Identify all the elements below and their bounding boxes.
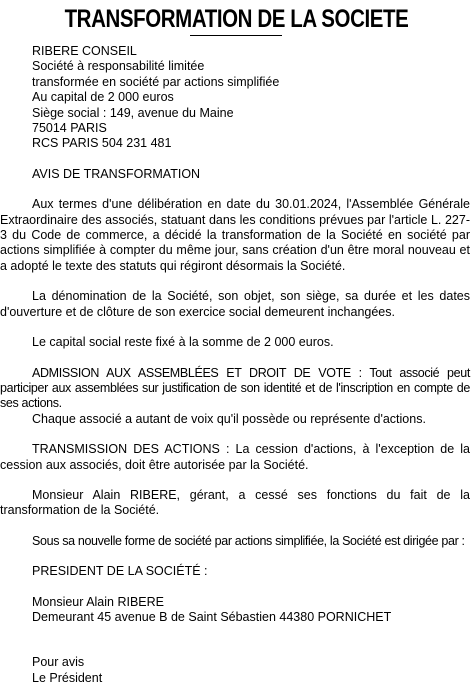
president-heading: PRESIDENT DE LA SOCIÉTÉ : xyxy=(32,564,208,579)
paragraph-deliberation xyxy=(0,197,473,274)
paragraph-text: Sous sa nouvelle forme de société par actions simplifiée, la Société est dirigée par : xyxy=(32,533,465,548)
company-city: 75014 PARIS xyxy=(32,121,107,136)
company-name: RIBERE CONSEIL xyxy=(32,44,137,58)
company-form: Société à responsabilité limitée xyxy=(32,59,205,74)
paragraph-text: Monsieur Alain RIBERE, gérant, a cessé ses fonctions du fait de la transformation de la Société. xyxy=(0,487,470,518)
company-rcs: RCS PARIS 504 231 481 xyxy=(32,136,172,151)
company-capital: Au capital de 2 000 euros xyxy=(32,90,174,105)
paragraph-admission xyxy=(0,366,473,412)
paragraph-text: Aux termes d'une délibération en date du 30.01.2024, l'Assemblée Générale Extraordinaire des associés, statuant dans les conditions prévues par l'article L. 227-3 du Code de commerce, a décidé la transformation de la Société en société par actions simplifiée à compter du même jour, sans création d'un être moral nouveau et a adopté le texte des statuts qui régiront désormais la Société. xyxy=(0,197,470,273)
closing-president: Le Président xyxy=(32,670,103,685)
notice-body xyxy=(0,44,473,686)
paragraph-transmission xyxy=(0,442,473,473)
paragraph-direction xyxy=(0,534,473,549)
paragraph-text: TRANSMISSION DES ACTIONS : La cession d'actions, à l'exception de la cession aux associés, doit être autorisée par la Société. xyxy=(0,442,470,472)
president-address: Demeurant 45 avenue B de Saint Sébastien 44380 PORNICHET xyxy=(32,609,392,624)
company-header xyxy=(0,44,473,152)
closing-pour-avis: Pour avis xyxy=(32,655,85,670)
paragraph-text: ADMISSION AUX ASSEMBLÉES ET DROIT DE VOTE : Tout associé peut participer aux assemblées sur justification de son identité et de l'inscription en compte de ses actions. xyxy=(0,365,470,411)
president-name: Monsieur Alain RIBERE xyxy=(32,594,165,609)
paragraph-voting: Chaque associé a autant de voix qu'il possède ou représente d'actions. xyxy=(32,411,426,426)
paragraph-text: Le capital social reste fixé à la somme de 2 000 euros. xyxy=(32,335,334,350)
paragraph-gerant xyxy=(0,488,473,519)
paragraph-capital xyxy=(0,335,473,350)
paragraph-denomination xyxy=(0,289,473,320)
company-seat: Siège social : 149, avenue du Maine xyxy=(32,105,234,120)
company-transformed: transformée en société par actions simplifiée xyxy=(32,74,280,89)
paragraph-text: La dénomination de la Société, son objet, son siège, sa durée et les dates d'ouverture et de clôture de son exercice social demeurent inchangées. xyxy=(0,289,470,319)
notice-title: TRANSFORMATION DE LA SOCIETE xyxy=(64,5,409,33)
title-underline xyxy=(190,35,282,36)
notice-heading: AVIS DE TRANSFORMATION xyxy=(32,166,201,181)
